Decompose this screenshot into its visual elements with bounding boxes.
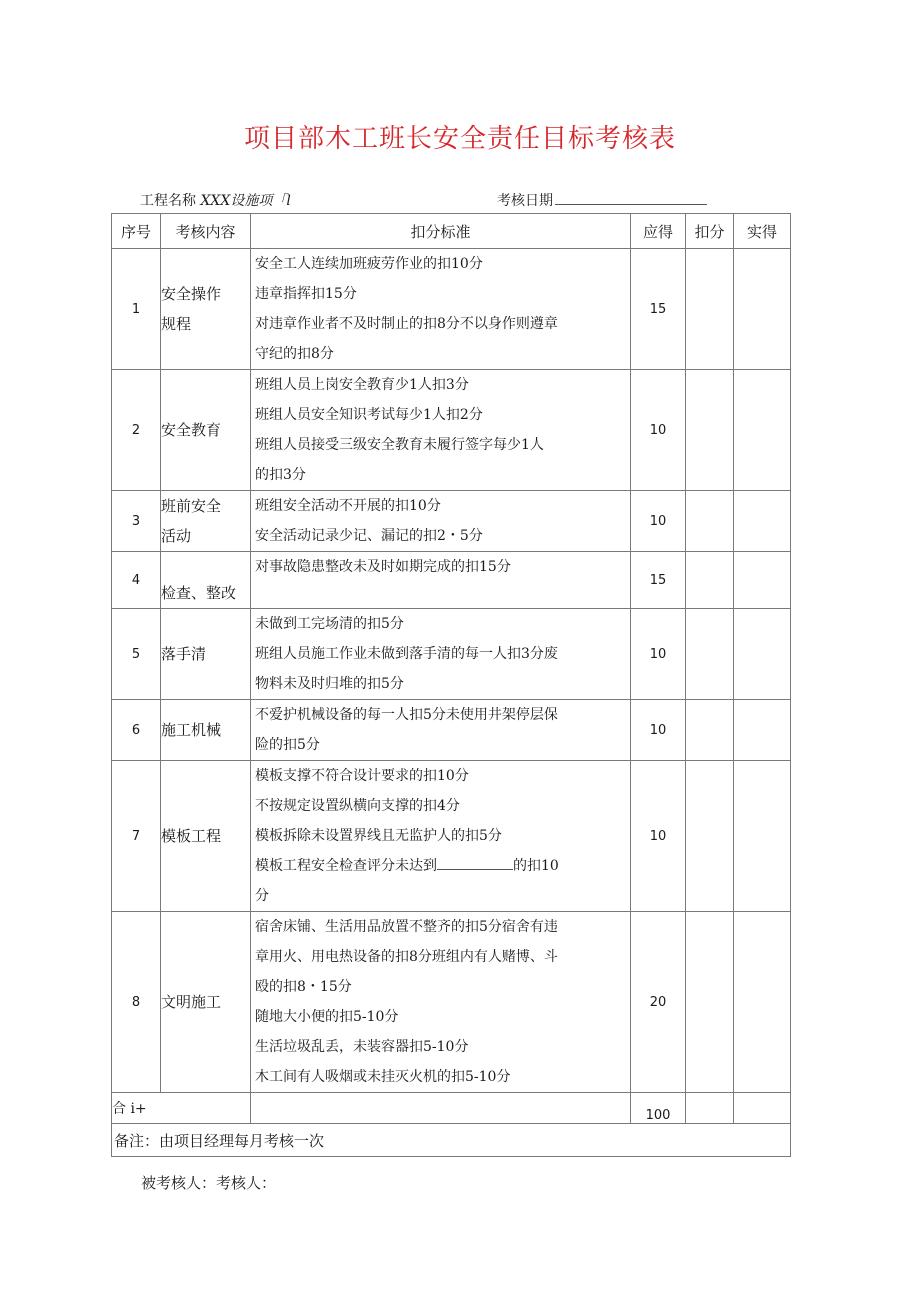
table-row (112, 700, 791, 761)
header-item: 考核内容 (161, 214, 251, 249)
row-number: 4 (112, 552, 161, 609)
row-number: 8 (112, 912, 161, 1093)
row-number: 3 (112, 491, 161, 552)
row-criteria: 不爱护机械设备的每一人扣5分未使用井架停层保 险的扣5分 (251, 700, 631, 761)
table-row (112, 761, 791, 912)
form-title: 项目部木工班长安全责任目标考核表 (243, 124, 676, 154)
row-deduction-cell[interactable] (686, 552, 734, 609)
row-due-score: 10 (631, 609, 686, 700)
total-label: 合 i+ (112, 1093, 251, 1124)
row-criteria: 安全工人连续加班疲劳作业的扣10分 违章指挥扣15分 对违章作业者不及时制止的扣8分不以身作则遵章 守纪的扣8分 (251, 249, 631, 370)
table-row (112, 552, 791, 609)
check-date-blank (555, 204, 707, 205)
row-due-score: 20 (631, 912, 686, 1093)
row-actual-cell[interactable] (734, 609, 791, 700)
row-deduction-cell[interactable] (686, 609, 734, 700)
row-criteria: 班组人员上岗安全教育少1人扣3分 班组人员安全知识考试每少1人扣2分 班组人员接受三级安全教育未履行签字每少1人 的扣3分 (251, 370, 631, 491)
total-due-score: 100 (631, 1093, 686, 1124)
header-deduction: 扣分 (686, 214, 734, 249)
row-due-score: 10 (631, 761, 686, 912)
table-row (112, 912, 791, 1093)
row-actual-cell[interactable] (734, 491, 791, 552)
row-number: 6 (112, 700, 161, 761)
row-number: 5 (112, 609, 161, 700)
project-name-value: XXX设施项「l (200, 193, 291, 209)
row-due-score: 10 (631, 370, 686, 491)
row-actual-cell[interactable] (734, 370, 791, 491)
row-item: 文明施工 (161, 912, 251, 1093)
row-actual-cell[interactable] (734, 761, 791, 912)
row-actual-cell[interactable] (734, 700, 791, 761)
fill-in-blank (437, 869, 513, 870)
header-criteria: 扣分标准 (251, 214, 631, 249)
row-number: 7 (112, 761, 161, 912)
note-row (112, 1124, 791, 1157)
total-actual-cell[interactable] (734, 1093, 791, 1124)
row-criteria: 对事故隐患整改未及时如期完成的扣15分 (251, 552, 631, 609)
row-deduction-cell[interactable] (686, 700, 734, 761)
total-row (112, 1093, 791, 1124)
table-row (112, 491, 791, 552)
row-item: 班前安全 活动 (161, 491, 251, 552)
project-name-field (140, 190, 291, 210)
header-actual-score: 实得 (734, 214, 791, 249)
row-number: 2 (112, 370, 161, 491)
header-no: 序号 (112, 214, 161, 249)
signature-line: 被考核人：考核人： (141, 1174, 277, 1192)
project-name-label: 工程名称 (140, 193, 196, 209)
row-item: 落手清 (161, 609, 251, 700)
row-due-score: 15 (631, 249, 686, 370)
header-due-score: 应得 (631, 214, 686, 249)
row-criteria: 未做到工完场清的扣5分 班组人员施工作业未做到落手清的每一人扣3分废 物料未及时归堆的扣5分 (251, 609, 631, 700)
row-deduction-cell[interactable] (686, 912, 734, 1093)
check-date-label: 考核日期 (497, 193, 553, 209)
row-item: 检查、整改 (161, 552, 251, 609)
row-item: 安全教育 (161, 370, 251, 491)
row-deduction-cell[interactable] (686, 249, 734, 370)
table-row (112, 370, 791, 491)
row-due-score: 15 (631, 552, 686, 609)
row-deduction-cell[interactable] (686, 491, 734, 552)
row-criteria: 宿舍床铺、生活用品放置不整齐的扣5分宿舍有违 章用火、用电热设备的扣8分班组内有人赌博、斗 殴的扣8・15分 随地大小便的扣5-10分 生活垃圾乱丢，未装容器扣5-10分 木工间有人吸烟或未挂灭火机的扣5-10分 (251, 912, 631, 1093)
row-deduction-cell[interactable] (686, 761, 734, 912)
note-text: 备注：由项目经理每月考核一次 (112, 1124, 791, 1157)
row-number: 1 (112, 249, 161, 370)
row-deduction-cell[interactable] (686, 370, 734, 491)
row-item: 施工机械 (161, 700, 251, 761)
row-due-score: 10 (631, 491, 686, 552)
check-date-field (497, 190, 707, 210)
total-criteria-cell (251, 1093, 631, 1124)
table-row (112, 249, 791, 370)
row-criteria: 班组安全活动不开展的扣10分 安全活动记录少记、漏记的扣2・5分 (251, 491, 631, 552)
row-actual-cell[interactable] (734, 249, 791, 370)
row-item: 安全操作 规程 (161, 249, 251, 370)
table-header-row (112, 214, 791, 249)
row-due-score: 10 (631, 700, 686, 761)
table-row (112, 609, 791, 700)
row-criteria: 模板支撑不符合设计要求的扣10分 不按规定设置纵横向支撑的扣4分 模板拆除未设置界线且无监护人的扣5分 模板工程安全检查评分未达到 的扣10 分 (251, 761, 631, 912)
row-actual-cell[interactable] (734, 912, 791, 1093)
total-deduction-cell[interactable] (686, 1093, 734, 1124)
assessment-table (111, 213, 791, 1157)
row-item: 模板工程 (161, 761, 251, 912)
row-actual-cell[interactable] (734, 552, 791, 609)
